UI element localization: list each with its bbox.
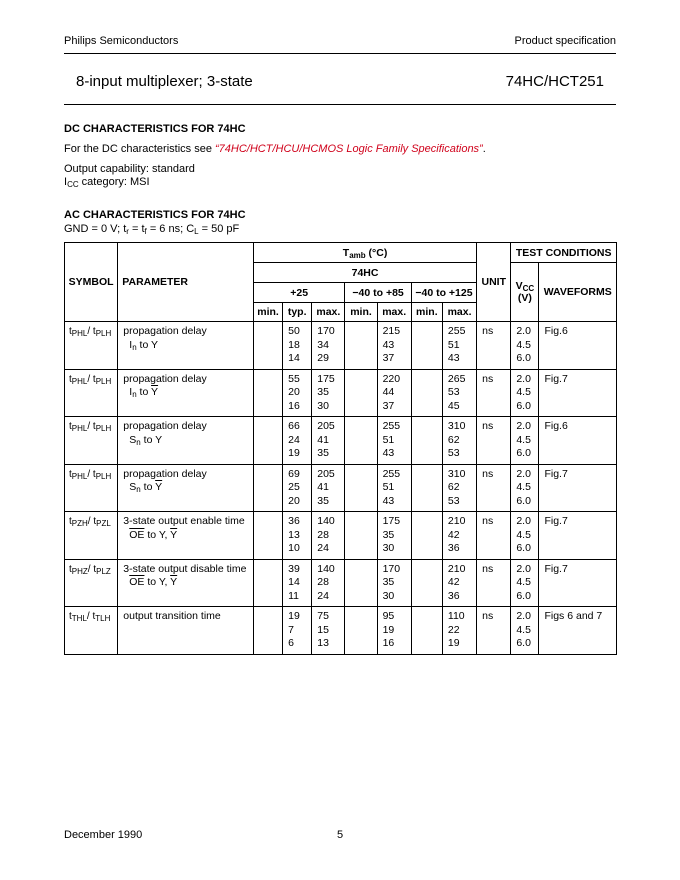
max-85-cell [377, 607, 411, 655]
waveform-cell-value: Fig.6 [544, 420, 568, 432]
vcc-cell [511, 607, 539, 655]
symbol-t1: t [69, 421, 72, 432]
header-rule-bottom [64, 104, 616, 105]
waveform-cell [539, 464, 617, 512]
cond-f-sub: f [144, 227, 147, 236]
y-bar-signal: $\overline{Y}$ [155, 481, 163, 493]
symbol-sub1: PHL [71, 329, 88, 338]
parameter-path [123, 339, 158, 353]
table-row [65, 512, 617, 560]
parameter-name: propagation delay [123, 372, 207, 385]
unit-cell [477, 559, 511, 607]
input-subscript: n [132, 342, 137, 352]
min-25-cell [253, 607, 282, 655]
waveform-cell-value: Fig.7 [544, 372, 568, 385]
symbol-separator: / t [86, 611, 96, 622]
vcc-cell-value: 2.0 4.5 6.0 [516, 325, 531, 364]
symbol-separator: / t [87, 563, 97, 575]
y-bar-signal: $\overline{Y}$ [170, 576, 178, 588]
symbol-separator: / t [87, 421, 96, 432]
min-85-cell [345, 559, 377, 607]
vcc-cell [511, 512, 539, 560]
path-text: to Y, [144, 576, 171, 588]
ac-conditions [64, 223, 239, 235]
waveform-cell [539, 369, 617, 417]
icc-category [64, 176, 150, 188]
max-85-cell [377, 464, 411, 512]
max-25-cell-value: 205 41 35 [317, 467, 335, 507]
min-85-cell [345, 369, 377, 417]
symbol-t1: t [69, 611, 72, 622]
ac-heading: AC CHARACTERISTICS FOR 74HC [64, 209, 246, 221]
table-row [65, 417, 617, 465]
ac-characteristics-table [64, 242, 617, 655]
input-signal: S [129, 481, 137, 493]
min-25-cell [253, 559, 282, 607]
path-text: to [140, 481, 156, 493]
typ-25-cell-value: 55 20 16 [288, 372, 300, 412]
vcc-cell [511, 322, 539, 370]
temp-25-header: +25 [253, 283, 344, 303]
parameter-name: 3-state output enable time [123, 515, 245, 527]
max-25-cell-value: 170 34 29 [317, 325, 335, 364]
max-25-cell [312, 464, 345, 512]
tamb-header [253, 243, 476, 263]
min-85-cell [345, 607, 377, 655]
max-85-cell [377, 369, 411, 417]
icc-category-text: category: MSI [78, 176, 150, 188]
symbol-sub1: PZH [71, 519, 88, 528]
symbol-cell [65, 417, 118, 465]
symbol-cell [65, 464, 118, 512]
min-125-cell [411, 369, 442, 417]
min-25-cell [253, 512, 282, 560]
symbol-sub2: PZL [96, 519, 111, 528]
unit-cell-value: ns [482, 467, 494, 480]
parameter-path [123, 529, 177, 543]
symbol-sub1: PHZ [71, 566, 88, 576]
document-type: Product specification [514, 35, 616, 47]
max-25-cell [312, 322, 345, 370]
vcc-sub: CC [522, 284, 535, 293]
parameter-name: propagation delay [123, 325, 207, 337]
min-85-cell [345, 322, 377, 370]
symbol-separator: / t [87, 326, 96, 337]
max-25-cell [312, 369, 345, 417]
vcc-cell [511, 417, 539, 465]
waveform-cell-value: Fig.7 [544, 562, 568, 575]
min-125-header: min. [411, 303, 442, 322]
max-85-cell [377, 559, 411, 607]
tamb-t: T [342, 246, 350, 259]
vcc-cell-value: 2.0 4.5 6.0 [516, 515, 531, 554]
symbol-sub2: PLZ [96, 566, 111, 576]
symbol-t1: t [69, 373, 72, 385]
unit-cell [477, 607, 511, 655]
max-125-cell-value: 310 62 53 [447, 467, 466, 507]
oe-signal: $\overline{OE}$ [129, 576, 145, 588]
typ-25-cell-value: 19 7 6 [288, 610, 300, 649]
parameter-name: output transition time [123, 610, 221, 622]
family-header: 74HC [253, 263, 476, 283]
max-25-cell [312, 417, 345, 465]
min-25-cell [253, 464, 282, 512]
icc-symbol: I [64, 176, 68, 188]
max-85-header: max. [377, 303, 411, 322]
dc-intro-text: For the DC characteristics see [64, 143, 215, 155]
symbol-t1: t [69, 516, 72, 527]
input-subscript: n [136, 485, 141, 494]
oe-signal: $\overline{OE}$ [129, 528, 145, 541]
min-85-header: min. [345, 303, 377, 322]
typ-25-cell-value: 39 14 11 [288, 562, 300, 602]
typ-25-cell-value: 66 24 19 [288, 420, 300, 459]
company-name: Philips Semiconductors [64, 35, 179, 47]
symbol-separator: / t [87, 468, 96, 480]
waveform-cell [539, 322, 617, 370]
max-125-cell [442, 512, 476, 560]
parameter-path [123, 481, 162, 495]
max-25-cell-value: 75 15 13 [317, 610, 329, 649]
logic-family-spec-link[interactable]: “74HC/HCT/HCU/HCMOS Logic Family Specifications” [215, 143, 483, 155]
max-125-cell-value: 210 42 36 [447, 515, 466, 554]
max-125-cell-value: 265 53 45 [447, 372, 466, 412]
temp-85-header: −40 to +85 [345, 283, 411, 303]
input-signal: I [129, 338, 133, 351]
typ-25-cell-value: 36 13 10 [288, 515, 300, 554]
min-25-cell [253, 417, 282, 465]
symbol-cell [65, 559, 118, 607]
max-125-cell [442, 607, 476, 655]
min-85-cell [345, 512, 377, 560]
cond-eq2: = 6 ns; C [146, 223, 195, 235]
waveform-cell [539, 512, 617, 560]
symbol-cell [65, 512, 118, 560]
max-85-cell-value: 175 35 30 [382, 515, 401, 554]
part-number: 74HC/HCT251 [505, 73, 604, 90]
y-bar-signal: $\overline{Y}$ [170, 528, 178, 541]
col-parameter-header: PARAMETER [118, 243, 254, 322]
max-85-cell [377, 322, 411, 370]
max-85-cell-value: 170 35 30 [382, 562, 401, 602]
typ-25-cell [283, 607, 312, 655]
typ-25-cell [283, 464, 312, 512]
max-85-cell-value: 255 51 43 [382, 420, 401, 459]
header-rule-top [64, 53, 616, 54]
symbol-separator: / t [87, 373, 96, 385]
unit-cell [477, 512, 511, 560]
max-85-cell-value: 220 44 37 [382, 372, 401, 412]
parameter-cell [118, 417, 254, 465]
max-125-cell [442, 417, 476, 465]
vcc-v: V [515, 280, 523, 292]
symbol-t1: t [69, 563, 72, 575]
symbol-sub2: PLH [95, 424, 112, 433]
waveform-cell [539, 559, 617, 607]
waveform-cell-value: Figs 6 and 7 [544, 610, 603, 622]
min-85-cell [345, 417, 377, 465]
typ-25-cell [283, 369, 312, 417]
page-number: 5 [337, 829, 344, 841]
dc-intro-end: . [482, 143, 486, 155]
max-125-cell-value: 255 51 43 [447, 325, 466, 364]
symbol-sub1: PHL [71, 471, 88, 481]
symbol-sub2: PLH [95, 471, 112, 481]
cond-l-sub: L [194, 227, 199, 236]
unit-cell-value: ns [482, 562, 494, 575]
parameter-name: propagation delay [123, 467, 207, 480]
max-25-cell [312, 512, 345, 560]
max-125-header: max. [442, 303, 476, 322]
symbol-cell [65, 369, 118, 417]
dc-intro [64, 143, 486, 155]
waveform-cell-value: Fig.7 [544, 515, 568, 527]
unit-cell [477, 417, 511, 465]
min-25-cell [253, 369, 282, 417]
icc-subscript: CC [67, 180, 79, 189]
max-125-cell [442, 559, 476, 607]
symbol-sub1: PHL [71, 424, 88, 433]
symbol-cell [65, 322, 118, 370]
symbol-t1: t [69, 326, 72, 337]
typ-25-cell [283, 417, 312, 465]
max-125-cell [442, 322, 476, 370]
col-unit-header: UNIT [477, 243, 511, 322]
table-row [65, 559, 617, 607]
path-text: to Y [136, 338, 159, 351]
parameter-cell [118, 559, 254, 607]
max-25-cell-value: 175 35 30 [317, 372, 335, 412]
max-25-cell [312, 559, 345, 607]
typ-25-cell [283, 512, 312, 560]
max-85-cell-value: 95 19 16 [382, 610, 395, 649]
dc-heading: DC CHARACTERISTICS FOR 74HC [64, 123, 246, 135]
input-subscript: n [132, 390, 137, 399]
table-row [65, 369, 617, 417]
max-85-cell [377, 512, 411, 560]
temp-125-header: −40 to +125 [411, 283, 476, 303]
max-25-cell [312, 607, 345, 655]
max-25-cell-value: 140 28 24 [317, 515, 335, 554]
path-text: to Y, [144, 528, 171, 541]
ac-table-body [65, 322, 617, 655]
vcc-cell [511, 464, 539, 512]
vcc-unit: (V) [517, 292, 532, 304]
unit-cell-value: ns [482, 610, 494, 622]
max-25-cell-value: 140 28 24 [317, 562, 335, 602]
waveform-cell [539, 417, 617, 465]
typ-25-cell-value: 50 18 14 [288, 325, 300, 364]
max-25-cell-value: 205 41 35 [317, 420, 335, 459]
min-125-cell [411, 322, 442, 370]
unit-cell [477, 369, 511, 417]
waveforms-header: WAVEFORMS [539, 263, 617, 322]
parameter-path [123, 576, 177, 590]
max-125-cell-value: 210 42 36 [447, 562, 466, 602]
parameter-path [123, 386, 158, 400]
cond-gnd: GND = 0 V; t [64, 223, 127, 235]
table-row [65, 464, 617, 512]
max-85-cell-value: 255 51 43 [382, 467, 401, 507]
symbol-sub1: THL [71, 614, 87, 623]
waveform-cell-value: Fig.6 [544, 325, 568, 337]
symbol-sub2: TLH [95, 614, 111, 623]
unit-cell-value: ns [482, 515, 494, 527]
parameter-cell [118, 464, 254, 512]
parameter-name: 3-state output disable time [123, 562, 247, 575]
max-125-cell [442, 369, 476, 417]
symbol-cell [65, 607, 118, 655]
input-subscript: n [136, 437, 141, 447]
table-row [65, 607, 617, 655]
vcc-cell [511, 559, 539, 607]
col-symbol-header: SYMBOL [65, 243, 118, 322]
symbol-sub1: PHL [71, 376, 88, 386]
parameter-name: propagation delay [123, 420, 207, 432]
tamb-unit: (°C) [365, 246, 388, 259]
min-125-cell [411, 607, 442, 655]
unit-cell-value: ns [482, 325, 494, 337]
parameter-cell [118, 369, 254, 417]
typ-25-cell [283, 559, 312, 607]
parameter-cell [118, 512, 254, 560]
max-85-cell [377, 417, 411, 465]
typ-25-header: typ. [283, 303, 312, 322]
parameter-cell [118, 607, 254, 655]
unit-cell-value: ns [482, 372, 494, 385]
min-25-header: min. [253, 303, 282, 322]
symbol-separator: / t [87, 516, 97, 527]
max-85-cell-value: 215 43 37 [382, 325, 401, 364]
vcc-cell-value: 2.0 4.5 6.0 [516, 420, 531, 459]
typ-25-cell-value: 69 25 20 [288, 467, 300, 507]
vcc-cell [511, 369, 539, 417]
footer-date: December 1990 [64, 829, 143, 841]
max-25-header: max. [312, 303, 345, 322]
symbol-t1: t [69, 468, 72, 480]
min-125-cell [411, 559, 442, 607]
symbol-sub2: PLH [95, 376, 112, 386]
cond-eq3: = 50 pF [198, 223, 240, 235]
max-125-cell-value: 310 62 53 [447, 420, 466, 459]
tamb-sub: amb [349, 250, 366, 260]
min-125-cell [411, 464, 442, 512]
min-25-cell [253, 322, 282, 370]
test-conditions-header: TEST CONDITIONS [511, 243, 617, 263]
unit-cell [477, 464, 511, 512]
unit-cell [477, 322, 511, 370]
path-text: to [136, 386, 152, 398]
parameter-cell [118, 322, 254, 370]
vcc-cell-value: 2.0 4.5 6.0 [516, 372, 531, 412]
y-bar-signal: $\overline{Y}$ [151, 386, 159, 398]
typ-25-cell [283, 322, 312, 370]
cond-eq1: = t [128, 223, 145, 235]
output-capability: Output capability: standard [64, 163, 195, 175]
vcc-cell-value: 2.0 4.5 6.0 [516, 467, 531, 507]
parameter-path [123, 434, 162, 448]
min-125-cell [411, 417, 442, 465]
waveform-cell-value: Fig.7 [544, 467, 568, 480]
vcc-header [511, 263, 539, 322]
max-125-cell [442, 464, 476, 512]
table-row [65, 322, 617, 370]
max-125-cell-value: 110 22 19 [447, 610, 465, 649]
document-title: 8-input multiplexer; 3-state [76, 73, 253, 90]
symbol-sub2: PLH [95, 329, 112, 338]
vcc-cell-value: 2.0 4.5 6.0 [516, 562, 531, 602]
min-125-cell [411, 512, 442, 560]
input-signal: I [129, 386, 133, 398]
waveform-cell [539, 607, 617, 655]
path-text: to Y [140, 433, 163, 446]
cond-r-sub: r [126, 227, 129, 236]
min-85-cell [345, 464, 377, 512]
vcc-cell-value: 2.0 4.5 6.0 [516, 610, 531, 649]
unit-cell-value: ns [482, 420, 494, 432]
input-signal: S [129, 433, 137, 446]
